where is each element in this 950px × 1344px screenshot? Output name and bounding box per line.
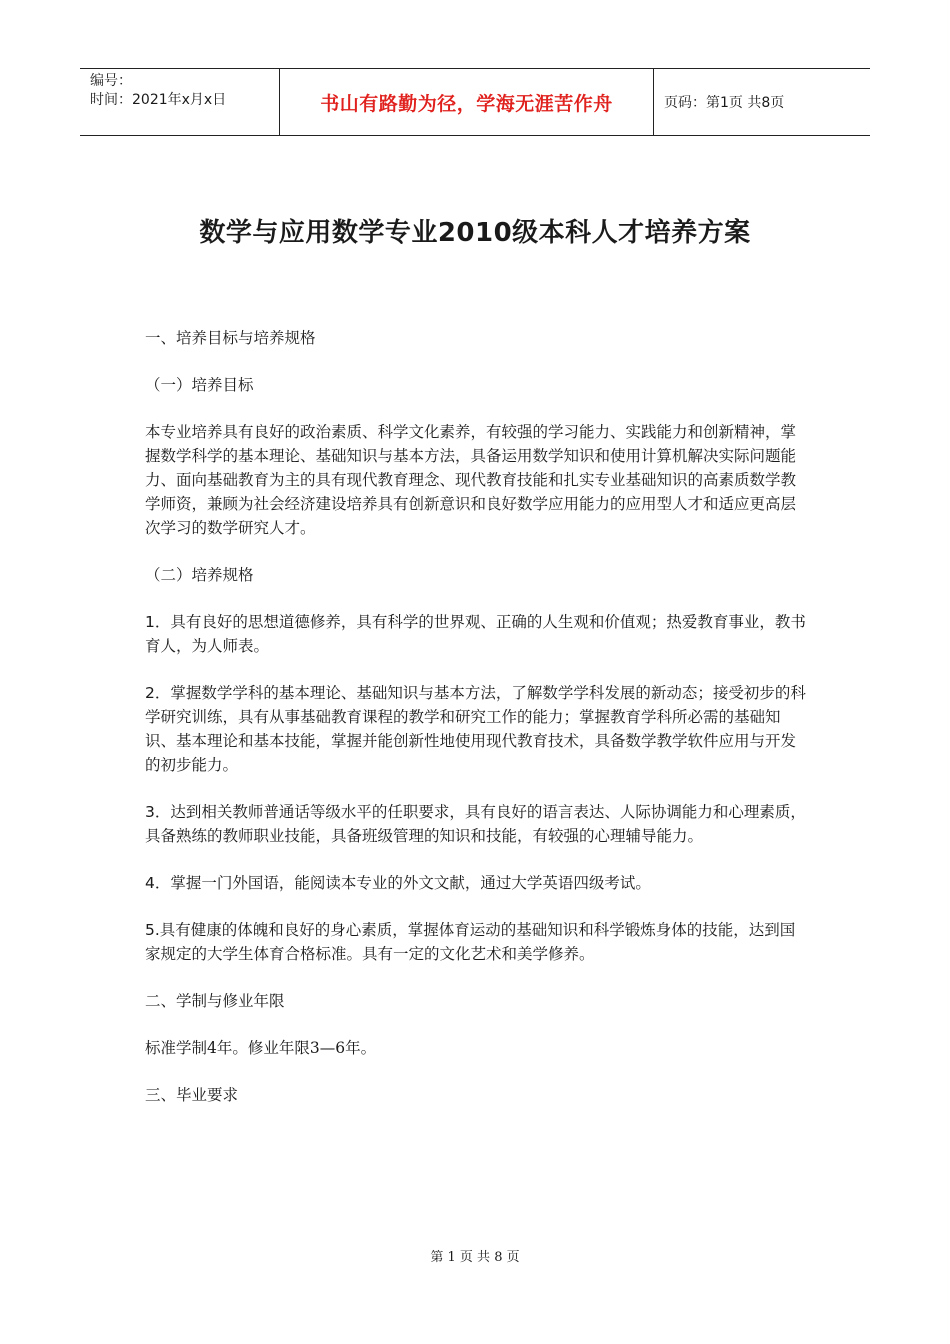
list-item-text: 具有健康的体魄和良好的身心素质，掌握体育运动的基础知识和科学锻炼身体的技能，达到国家规定的大学生体育合格标准。具有一定的文化艺术和美学修养。 <box>145 921 796 963</box>
section-heading-1: 一、培养目标与培养规格 <box>145 329 316 347</box>
list-item <box>145 681 810 777</box>
list-item-text: 具有良好的思想道德修养，具有科学的世界观、正确的人生观和价值观；热爱教育事业，教书育人，为人师表。 <box>145 613 806 655</box>
list-item-number: 4． <box>145 874 171 892</box>
list-item <box>145 918 810 966</box>
list-item-text: 达到相关教师普通话等级水平的任职要求，具有良好的语言表达、人际协调能力和心理素质，具备熟练的教师职业技能，具备班级管理的知识和技能，有较强的心理辅导能力。 <box>145 803 806 845</box>
list-item-number: 5. <box>145 921 160 939</box>
document-title: 数学与应用数学专业2010级本科人才培养方案 <box>199 218 751 248</box>
list-item-number: 1． <box>145 613 171 631</box>
time-label: 时间：2021年x月x日 <box>90 92 227 108</box>
section-heading-2: 二、学制与修业年限 <box>145 992 285 1010</box>
list-item <box>145 871 810 895</box>
paragraph-duration: 标准学制4年。修业年限3—6年。 <box>145 1039 377 1057</box>
list-item <box>145 610 810 658</box>
header-motto: 书山有路勤为径，学海无涯苦作舟 <box>280 69 654 135</box>
list-item-text: 掌握一门外国语，能阅读本专业的外文文献，通过大学英语四级考试。 <box>170 874 651 892</box>
document-body <box>145 326 810 1130</box>
list-item <box>145 800 810 848</box>
subsection-heading-1b: （二）培养规格 <box>145 566 254 584</box>
list-item-text: 掌握数学学科的基本理论、基础知识与基本方法，了解数学学科发展的新动态；接受初步的科学研究训练，具有从事基础教育课程的教学和研究工作的能力；掌握教育学科所必需的基础知识、基本理论和基本技能，掌握并能创新性地使用现代教育技术，具备数学教学软件应用与开发的初步能力。 <box>145 684 806 774</box>
list-item-number: 2． <box>145 684 171 702</box>
page-footer: 第 1 页 共 8 页 <box>430 1250 520 1265</box>
section-heading-3: 三、毕业要求 <box>145 1086 239 1104</box>
subsection-heading-1a: （一）培养目标 <box>145 376 254 394</box>
paragraph-training-goal: 本专业培养具有良好的政治素质、科学文化素养，有较强的学习能力、实践能力和创新精神，掌握数学科学的基本理论、基础知识与基本方法，具备运用数学知识和使用计算机解决实际问题能力、面向基础教育为主的具有现代教育理念、现代教育技能和扎实专业基础知识的高素质数学教学师资，兼顾为社会经济建设培养具有创新意识和良好数学应用能力的应用型人才和适应更高层次学习的数学研究人才。 <box>145 423 797 537</box>
header-page-info: 页码：第1页 共8页 <box>664 95 785 111</box>
page-header <box>80 68 870 136</box>
serial-label: 编号： <box>90 73 132 89</box>
header-meta <box>80 69 280 135</box>
list-item-number: 3． <box>145 803 171 821</box>
